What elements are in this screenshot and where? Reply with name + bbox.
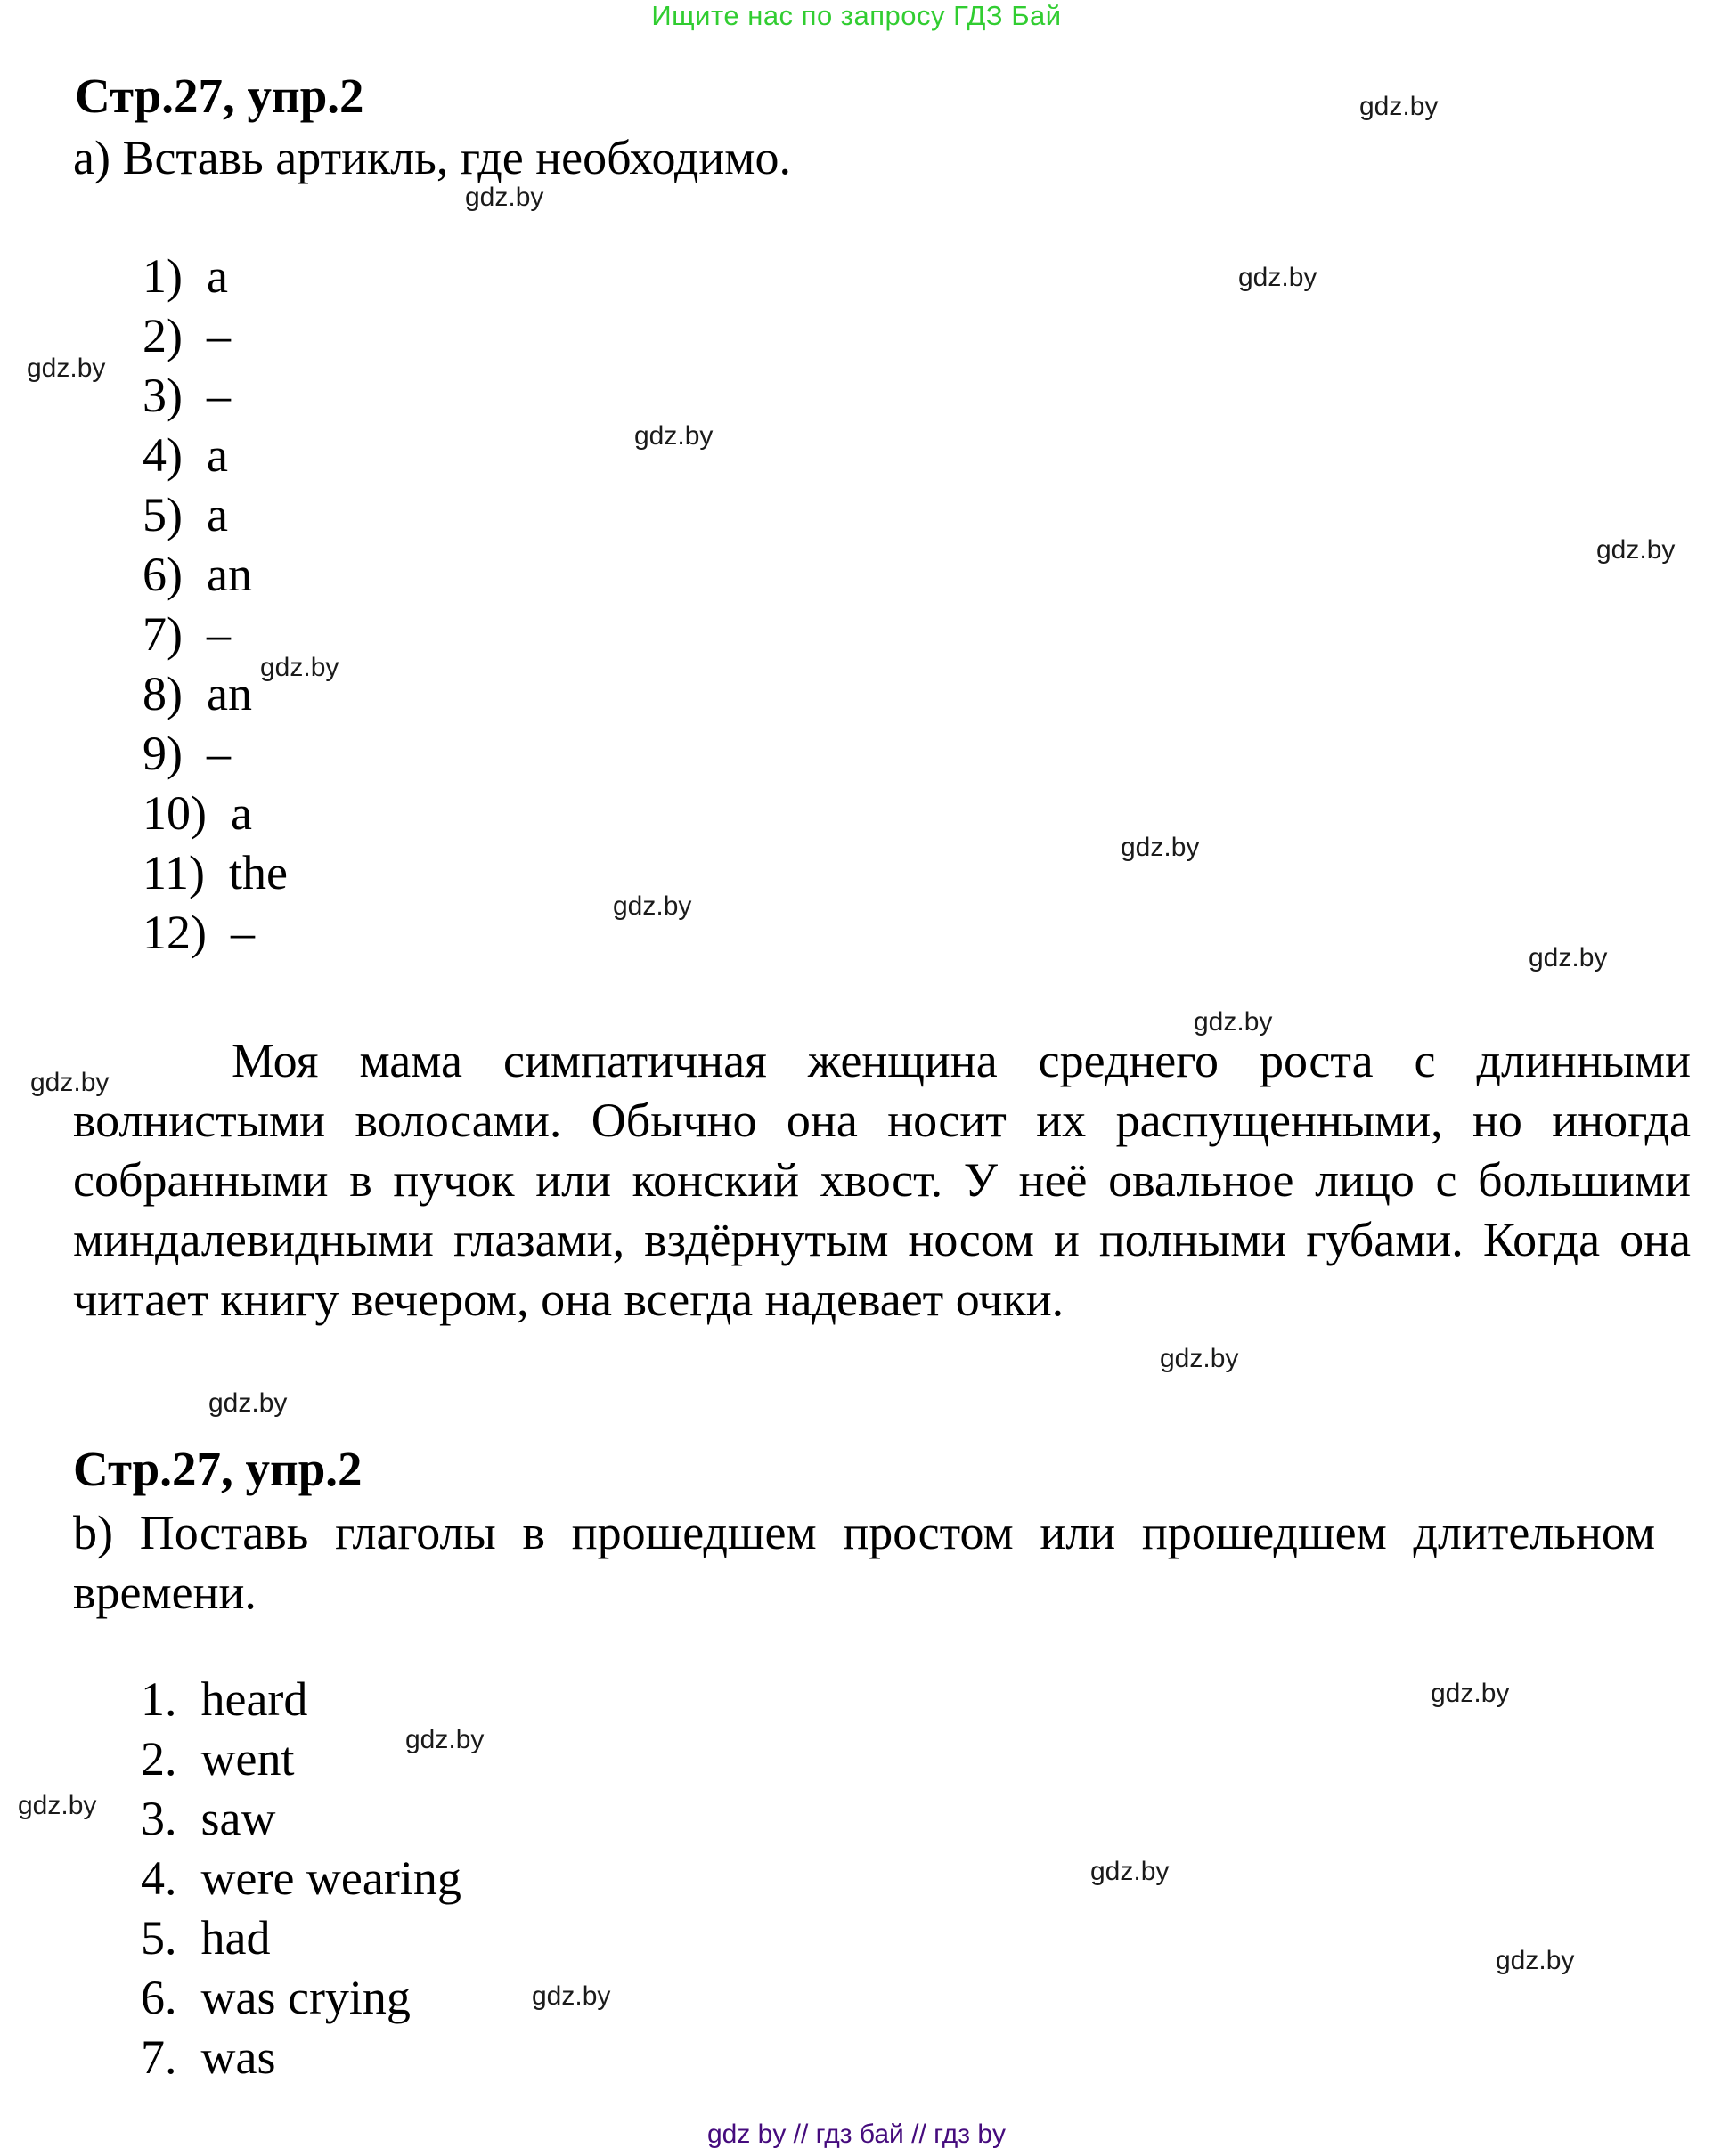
- gdz-watermark: gdz.by: [1596, 535, 1676, 565]
- answer-number: 10): [143, 786, 207, 840]
- gdz-watermark: gdz.by: [1121, 833, 1200, 862]
- answer-number: 1): [143, 249, 183, 303]
- answer-row: [143, 426, 288, 485]
- answer-value: saw: [200, 1792, 276, 1845]
- gdz-watermark: gdz.by: [1090, 1857, 1170, 1886]
- gdz-watermark: gdz.by: [532, 1981, 611, 2011]
- answer-number: 4.: [141, 1851, 177, 1905]
- answer-number: 6.: [141, 1971, 177, 2024]
- answer-value: was: [200, 2030, 276, 2084]
- answer-value: a: [206, 249, 228, 303]
- answer-row: [141, 2028, 461, 2087]
- section-a-task-text: а) Вставь артикль, где необходимо.: [73, 131, 791, 184]
- gdz-watermark: gdz.by: [1431, 1679, 1510, 1708]
- answer-value: –: [206, 727, 231, 780]
- footer-links-text: gdz by // гдз бай // гдз by: [706, 2119, 1007, 2149]
- article-answers-list: [143, 247, 288, 963]
- answer-row: [141, 1849, 461, 1908]
- answer-value: –: [206, 607, 231, 661]
- answer-number: 5.: [141, 1911, 177, 1965]
- answer-row: [143, 247, 288, 306]
- answer-value: a: [206, 428, 228, 482]
- answer-value: a: [230, 786, 252, 840]
- answer-number: 12): [143, 906, 207, 959]
- answer-value: heard: [200, 1672, 308, 1726]
- gdz-watermark: gdz.by: [405, 1725, 485, 1754]
- answer-value: a: [206, 488, 228, 541]
- answer-value: was crying: [200, 1971, 411, 2024]
- answer-number: 6): [143, 548, 183, 601]
- gdz-watermark: gdz.by: [634, 421, 714, 451]
- section-a-heading: Стр.27, упр.2: [75, 69, 364, 123]
- answer-value: went: [200, 1732, 295, 1786]
- answer-value: the: [228, 846, 288, 899]
- section-b-heading: Стр.27, упр.2: [73, 1442, 363, 1496]
- gdz-watermark: gdz.by: [1194, 1007, 1273, 1037]
- answer-row: [141, 1789, 461, 1849]
- answer-row: [143, 485, 288, 545]
- answer-row: [141, 1968, 461, 2028]
- answer-value: an: [206, 548, 252, 601]
- answer-number: 5): [143, 488, 183, 541]
- answer-number: 1.: [141, 1672, 177, 1726]
- description-paragraph: Моя мама симпатичная женщина среднего роста с длинными волнистыми волосами. Обычно она носит их распущенными, но иногда собранными в пучок или конский хвост. У неё овальное лицо с большими миндалевидными глазами, вздёрнутым носом и полными губами. Когда она читает книгу вечером, она всегда надевает очки.: [73, 1034, 1691, 1326]
- answer-row: [143, 784, 288, 843]
- answer-number: 11): [143, 846, 205, 899]
- gdz-watermark: gdz.by: [613, 891, 692, 921]
- gdz-watermark: gdz.by: [1359, 92, 1439, 121]
- answer-value: –: [206, 309, 231, 362]
- gdz-watermark: gdz.by: [1238, 263, 1317, 292]
- gdz-watermark: gdz.by: [260, 653, 339, 682]
- answer-value: –: [206, 369, 231, 422]
- gdz-watermark: gdz.by: [18, 1791, 97, 1820]
- answer-number: 9): [143, 727, 183, 780]
- gdz-watermark: gdz.by: [30, 1068, 110, 1097]
- gdz-watermark: gdz.by: [208, 1388, 288, 1418]
- answer-number: 7.: [141, 2030, 177, 2084]
- answer-row: [143, 724, 288, 784]
- promo-banner-text: Ищите нас по запросу ГДЗ Бай: [651, 0, 1062, 31]
- section-b-task-text: b) Поставь глаголы в прошедшем простом или прошедшем длительном времени.: [73, 1506, 1655, 1619]
- answer-value: had: [200, 1911, 271, 1965]
- answer-row: [143, 545, 288, 605]
- gdz-watermark: gdz.by: [465, 183, 544, 212]
- answer-number: 7): [143, 607, 183, 661]
- answer-number: 2.: [141, 1732, 177, 1786]
- answer-value: were wearing: [200, 1851, 461, 1905]
- gdz-watermark: gdz.by: [1496, 1946, 1575, 1975]
- answer-value: an: [206, 667, 252, 720]
- answer-value: –: [230, 906, 255, 959]
- answer-row: [143, 843, 288, 903]
- gdz-watermark: gdz.by: [1529, 943, 1608, 972]
- gdz-watermark: gdz.by: [27, 354, 106, 383]
- answer-number: 3.: [141, 1792, 177, 1845]
- answer-number: 2): [143, 309, 183, 362]
- answer-row: [143, 366, 288, 426]
- answer-number: 4): [143, 428, 183, 482]
- answer-number: 3): [143, 369, 183, 422]
- answer-row: [141, 1670, 461, 1729]
- gdz-watermark: gdz.by: [1160, 1344, 1239, 1373]
- answer-row: [141, 1908, 461, 1968]
- answer-row: [143, 903, 288, 963]
- answer-number: 8): [143, 667, 183, 720]
- answer-row: [143, 306, 288, 366]
